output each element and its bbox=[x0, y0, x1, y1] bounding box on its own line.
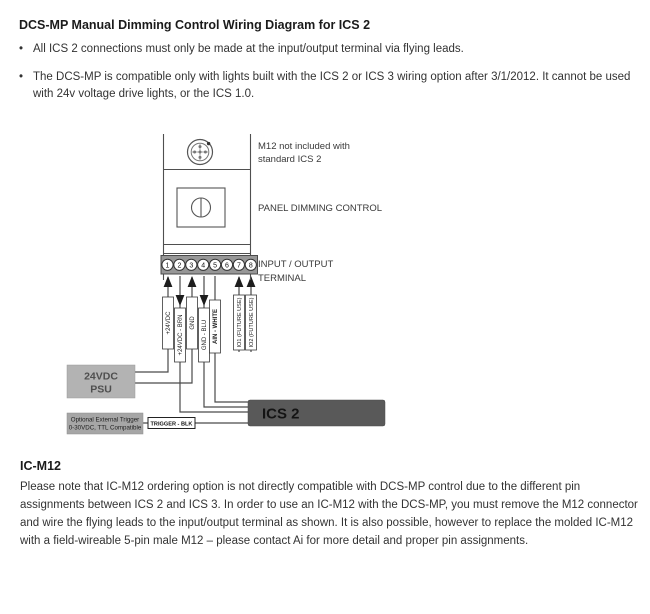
ics2-box bbox=[248, 400, 385, 426]
arrow-up-terminal-3 bbox=[188, 276, 197, 287]
page-title: DCS-MP Manual Dimming Control Wiring Diagram for ICS 2 bbox=[19, 18, 371, 32]
wire-label-gnd-blu bbox=[199, 308, 210, 362]
document-header bbox=[19, 18, 633, 114]
svg-text:3: 3 bbox=[189, 262, 194, 270]
terminal-5 bbox=[210, 259, 221, 270]
terminal-2 bbox=[174, 259, 185, 270]
bullet-item bbox=[19, 69, 633, 104]
svg-text:+24VDC: +24VDC bbox=[166, 311, 173, 335]
arrow-up-terminal-1 bbox=[164, 276, 173, 287]
arrow-up-terminal-7 bbox=[235, 276, 244, 287]
svg-text:AIN - WHITE: AIN - WHITE bbox=[213, 309, 220, 344]
terminal-6 bbox=[221, 259, 232, 270]
wire-label-io2 bbox=[246, 295, 257, 350]
trigger-box-label: Optional External Trigger bbox=[70, 416, 140, 424]
terminal-8 bbox=[245, 259, 256, 270]
dimmer-dial-icon bbox=[177, 188, 225, 227]
m12-note: standard ICS 2 bbox=[258, 154, 322, 165]
arrow-down-terminal-2 bbox=[176, 295, 185, 306]
svg-text:1: 1 bbox=[165, 262, 170, 270]
svg-text:7: 7 bbox=[236, 262, 241, 270]
bullet-marker: • bbox=[19, 43, 24, 55]
wire-label-24vdc bbox=[163, 297, 174, 349]
svg-text:+24VDC - BRN: +24VDC - BRN bbox=[178, 314, 185, 356]
svg-text:GND - BLU: GND - BLU bbox=[202, 319, 209, 351]
trigger-box bbox=[67, 413, 143, 434]
svg-text:6: 6 bbox=[225, 262, 229, 270]
terminal-3 bbox=[186, 259, 197, 270]
svg-text:IO2 (FUTURE USE): IO2 (FUTURE USE) bbox=[249, 297, 256, 348]
footer-heading: IC-M12 bbox=[20, 459, 61, 473]
panel-dimming-label: PANEL DIMMING CONTROL bbox=[258, 203, 383, 214]
footer-paragraph: Please note that IC-M12 ordering option is not directly compatible with DCS-MP control due to the different pin assignments between ICS 2 and ICS 3. In order to use an IC-M12 with the DCS-MP, you must remove the M12 connector and wire the flying leads to the input/output terminal as shown. It is also possible, however to replace the molded IC-M12 with a field-wireable 5-pin male M12 – please contact Ai for more detail and proper pin assignments. bbox=[20, 481, 638, 547]
terminal-7 bbox=[233, 259, 244, 270]
m12-connector-icon bbox=[188, 140, 213, 165]
svg-text:IO1 (FUTURE USE): IO1 (FUTURE USE) bbox=[237, 297, 244, 348]
wiring-diagram bbox=[0, 125, 650, 455]
psu-box bbox=[67, 365, 135, 398]
wire-label-ain-white bbox=[210, 300, 221, 353]
arrow-down-terminal-4 bbox=[200, 295, 209, 306]
svg-text:5: 5 bbox=[213, 262, 218, 270]
psu-label: PSU bbox=[90, 383, 112, 396]
terminal-4 bbox=[198, 259, 209, 270]
svg-text:TRIGGER - BLK: TRIGGER - BLK bbox=[150, 421, 193, 428]
ics2-label: ICS 2 bbox=[262, 405, 300, 423]
m12-note: M12 not included with bbox=[258, 141, 350, 152]
io-terminal-label: TERMINAL bbox=[258, 273, 307, 284]
bullet-item bbox=[19, 41, 633, 59]
bullet-text: The DCS-MP is compatible only with lights built with the ICS 2 or ICS 3 wiring option after 3/1/2012. It cannot be used with 24v voltage drive lights, or the ICS 1.0. bbox=[33, 70, 631, 100]
io-terminal-label: INPUT / OUTPUT bbox=[258, 259, 334, 270]
terminal-1 bbox=[162, 259, 173, 270]
svg-text:2: 2 bbox=[177, 262, 182, 270]
bullet-marker: • bbox=[19, 70, 24, 83]
trigger-box-label: 0-30VDC, TTL Compatible bbox=[68, 424, 142, 432]
wire-label-gnd bbox=[187, 297, 198, 349]
psu-label: 24VDC bbox=[84, 370, 118, 383]
svg-text:8: 8 bbox=[248, 262, 253, 270]
svg-text:4: 4 bbox=[201, 262, 206, 270]
svg-text:GND: GND bbox=[190, 316, 197, 330]
footer-section bbox=[20, 459, 639, 550]
wire-label-24vdc-brn bbox=[175, 308, 186, 362]
wire-label-io1 bbox=[234, 295, 245, 350]
bullet-text: All ICS 2 connections must only be made at the input/output terminal via flying leads. bbox=[33, 43, 464, 55]
trigger-wire-label bbox=[148, 418, 195, 429]
